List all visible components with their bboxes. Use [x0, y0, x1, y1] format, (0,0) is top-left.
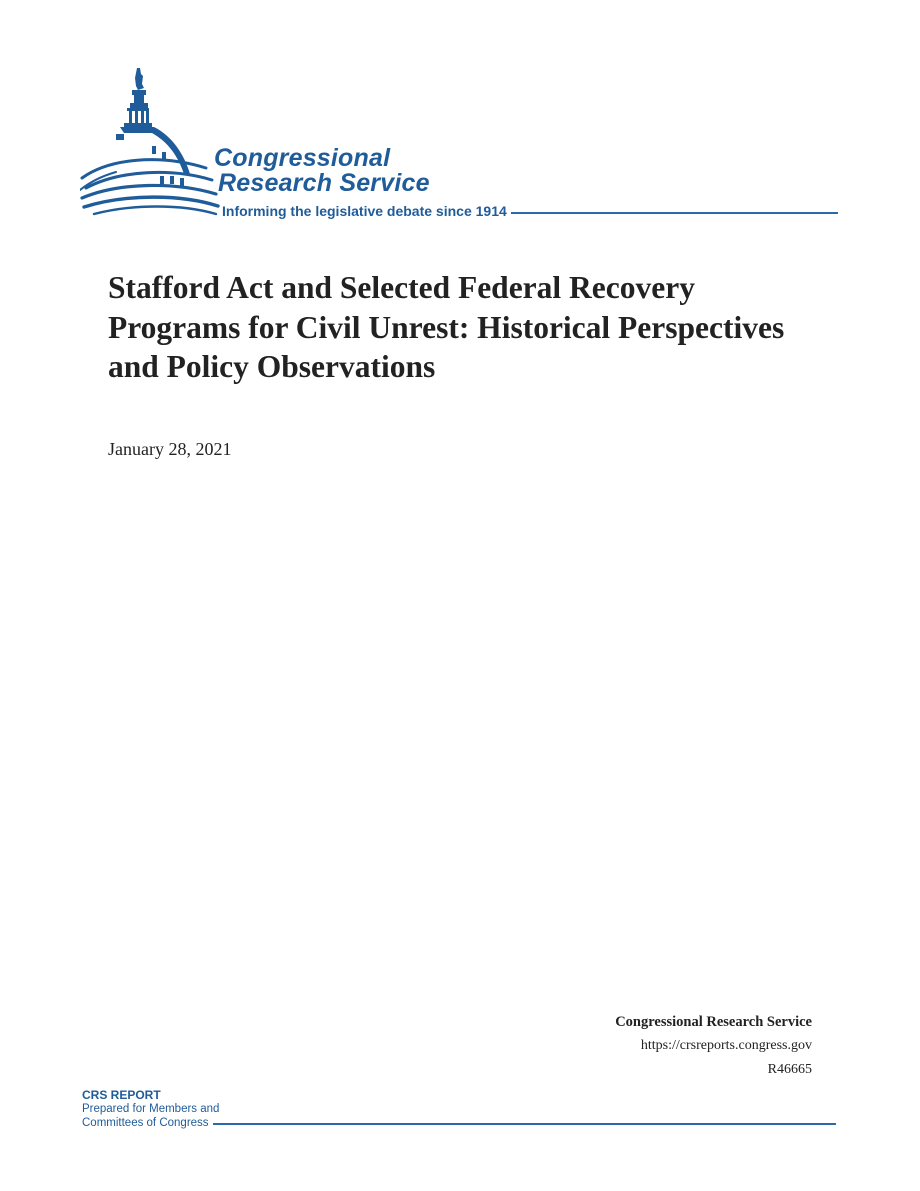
logo-tagline-row [222, 201, 838, 221]
report-number: R46665 [767, 1062, 812, 1077]
publisher-name: Congressional Research Service [615, 1014, 812, 1030]
crs-report-footer [82, 1088, 836, 1130]
publisher-block [615, 1012, 812, 1082]
logo-wordmark [214, 146, 430, 196]
logo-name-line2: Research Service [218, 169, 430, 197]
footer-line2: Committees of Congress [82, 1117, 209, 1129]
header-rule [511, 212, 838, 214]
footer-line1: Prepared for Members and [82, 1103, 220, 1115]
footer-rule [213, 1123, 836, 1125]
footer-label: CRS REPORT [82, 1088, 161, 1102]
publisher-url[interactable]: https://crsreports.congress.gov [640, 1038, 812, 1053]
logo-name-line1: Congressional [214, 144, 391, 172]
crs-logo [80, 66, 840, 222]
logo-tagline: Informing the legislative debate since 1914 [222, 203, 507, 219]
footer-row [82, 1116, 836, 1130]
capitol-dome-icon [80, 66, 220, 218]
report-date: January 28, 2021 [108, 439, 232, 459]
report-title: Stafford Act and Selected Federal Recovery Programs for Civil Unrest: Historical Perspectives and Policy Observations [108, 270, 785, 384]
